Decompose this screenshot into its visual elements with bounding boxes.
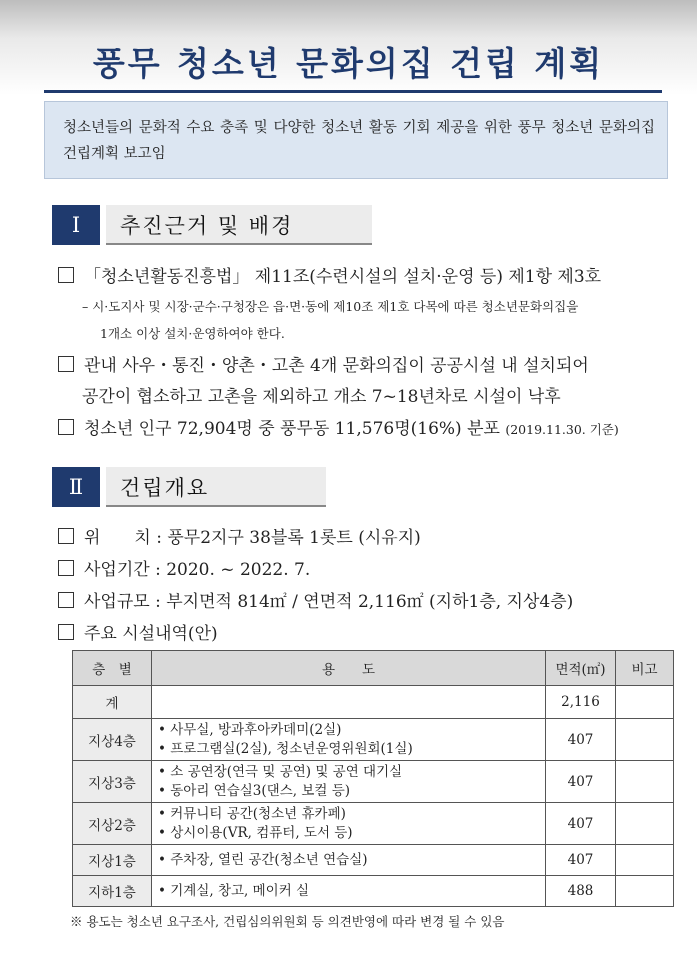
header-area: 면적(㎡) [546,651,616,686]
section-1-item-3 [58,414,619,439]
use-cell [152,803,546,845]
checkbox-icon [58,560,74,576]
area-cell: 407 [546,845,616,876]
section-1-title: 추진근거 및 배경 [120,214,294,238]
summary-box [44,101,668,179]
section-2-item-period [58,555,310,580]
facilities-table [72,650,674,907]
table-row [73,719,674,761]
area-cell: 488 [546,876,616,907]
item-text: 주요 시설내역(안) [84,624,218,644]
use-cell [152,845,546,876]
use-item: • 기계실, 창고, 메이커 실 [158,882,310,899]
item-text: 관내 사우・통진・양촌・고촌 4개 문화의집이 공공시설 내 설치되어 [84,356,589,376]
summary-text: 청소년들의 문화적 수요 충족 및 다양한 청소년 활동 기회 제공을 위한 풍무 청소년 문화의집 건립계획 보고임 [63,120,655,162]
table-row [73,803,674,845]
use-cell [152,719,546,761]
table-row [73,761,674,803]
title-divider [44,90,662,93]
section-1-item-2-cont: 공간이 협소하고 고촌을 제외하고 개소 7~18년차로 시설이 낙후 [82,387,561,407]
note-cell [616,761,674,803]
page-title: 풍무 청소년 문화의집 건립 계획 [92,44,605,83]
table-row-total [73,686,674,719]
use-cell [152,876,546,907]
section-1-title-bar [106,205,372,245]
item-note: (2019.11.30. 기준) [505,422,619,437]
use-cell [152,761,546,803]
use-item: • 사무실, 방과후아카데미(2실) [158,721,342,738]
note-cell [616,876,674,907]
floor-cell: 지상2층 [73,803,152,845]
note-cell [616,719,674,761]
header-floor: 층 별 [73,651,152,686]
checkbox-icon [58,356,74,372]
floor-cell: 지상1층 [73,845,152,876]
floor-cell: 지상3층 [73,761,152,803]
footnote: ※ 용도는 청소년 요구조사, 건립심의위원회 등 의견반영에 따라 변경 될 수 있음 [70,914,505,929]
table-row [73,845,674,876]
use-item: • 소 공연장(연극 및 공연) 및 공연 대기실 [158,763,403,780]
section-2-number: Ⅱ [52,467,100,507]
section-1-item-1-sub-2: 1개소 이상 설치·운영하여야 한다. [100,326,285,341]
note-cell [616,803,674,845]
total-note [616,686,674,719]
section-2-item-facilities [58,619,218,644]
area-cell: 407 [546,803,616,845]
section-1-number: Ⅰ [52,205,100,245]
use-item: • 커뮤니티 공간(청소년 휴카페) [158,805,346,822]
item-text: 위 치 : 풍무2지구 38블록 1롯트 (시유지) [84,528,421,548]
total-use [152,686,546,719]
floor-cell: 지하1층 [73,876,152,907]
use-item: • 주차장, 열린 공간(청소년 연습실) [158,851,368,868]
checkbox-icon [58,592,74,608]
checkbox-icon [58,419,74,435]
total-label: 계 [73,686,152,719]
item-text: 「청소년활동진흥법」 제11조(수련시설의 설치·운영 등) 제1항 제3호 [84,267,602,287]
checkbox-icon [58,267,74,283]
header-note: 비고 [616,651,674,686]
use-item: • 프로그램실(2실), 청소년운영위원회(1실) [158,740,413,757]
section-2-item-scale [58,587,573,612]
section-2-item-location [58,523,421,548]
section-1-item-2 [58,351,589,376]
total-area: 2,116 [546,686,616,719]
checkbox-icon [58,528,74,544]
note-cell [616,845,674,876]
item-text: 사업규모 : 부지면적 814㎡ / 연면적 2,116㎡ (지하1층, 지상4층) [84,592,574,612]
section-2-title: 건립개요 [120,476,210,500]
table-row [73,876,674,907]
floor-cell: 지상4층 [73,719,152,761]
section-1-item-1 [58,262,601,287]
table-header-row [73,651,674,686]
area-cell: 407 [546,719,616,761]
section-2-title-bar [106,467,326,507]
area-cell: 407 [546,761,616,803]
checkbox-icon [58,624,74,640]
item-text: 사업기간 : 2020. ~ 2022. 7. [84,560,311,580]
item-text: 청소년 인구 72,904명 중 풍무동 11,576명(16%) 분포 [84,419,500,439]
header-use: 용 도 [152,651,546,686]
use-item: • 상시이용(VR, 컴퓨터, 도서 등) [158,824,353,841]
use-item: • 동아리 연습실3(댄스, 보컬 등) [158,782,351,799]
section-1-item-1-sub-1: – 시·도지사 및 시장·군수·구청장은 읍·면·동에 제10조 제1호 다목에 따른 청소년문화의집을 [82,299,579,314]
